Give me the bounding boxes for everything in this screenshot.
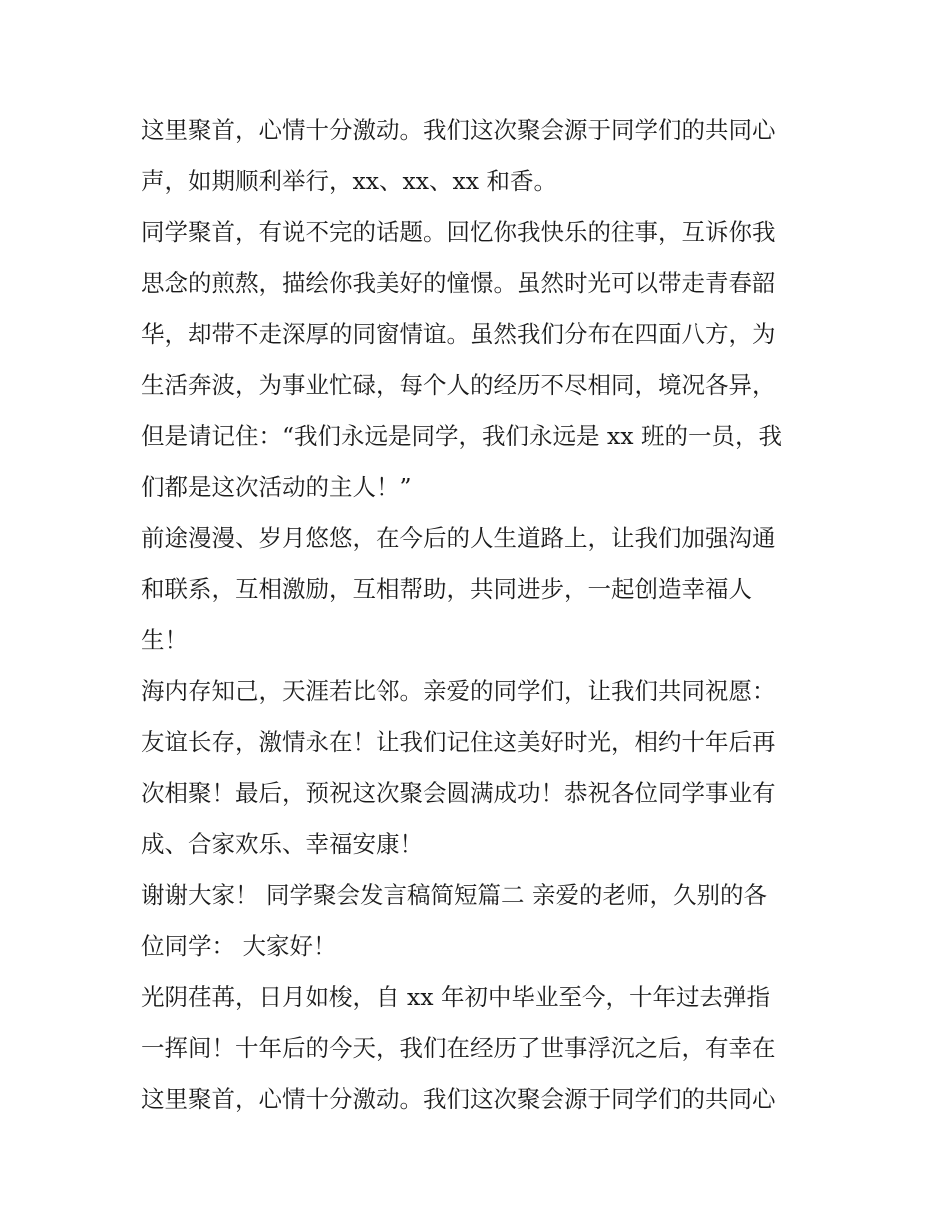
text-line: 这里聚首，心情十分激动。我们这次聚会源于同学们的共同心 (141, 116, 776, 144)
document-body (141, 105, 821, 1125)
text-line: 前途漫漫、岁月悠悠，在今后的人生道路上，让我们加强沟通 (141, 524, 776, 552)
text-line: 位同学： 大家好！ (141, 932, 337, 960)
text-line: 次相聚！最后，预祝这次聚会圆满成功！恭祝各位同学事业有 (141, 779, 776, 807)
text-line: 但是请记住：“我们永远是同学，我们永远是 xx 班的一员，我 (141, 422, 782, 450)
text-line: 华，却带不走深厚的同窗情谊。虽然我们分布在四面八方，为 (141, 320, 776, 348)
text-line: 们都是这次活动的主人！” (141, 473, 412, 501)
text-line: 光阴荏苒，日月如梭，自 xx 年初中毕业至今，十年过去弹指 (141, 983, 770, 1011)
text-line: 海内存知己，天涯若比邻。亲爱的同学们，让我们共同祝愿： (141, 677, 776, 705)
text-line: 谢谢大家！ 同学聚会发言稿简短篇二 亲爱的老师，久别的各 (141, 881, 767, 909)
text-line: 生！ (141, 626, 188, 654)
text-line: 一挥间！十年后的今天，我们在经历了世事浮沉之后，有幸在 (141, 1034, 776, 1062)
text-line: 和联系，互相激励，互相帮助，共同进步，一起创造幸福人 (141, 575, 752, 603)
text-line: 友谊长存，激情永在！让我们记住这美好时光，相约十年后再 (141, 728, 776, 756)
text-line: 这里聚首，心情十分激动。我们这次聚会源于同学们的共同心 (141, 1085, 776, 1113)
text-line: 同学聚首，有说不完的话题。回忆你我快乐的往事，互诉你我 (141, 218, 776, 246)
text-line: 成、合家欢乐、幸福安康！ (141, 830, 423, 858)
text-line: 思念的煎熬，描绘你我美好的憧憬。虽然时光可以带走青春韶 (141, 269, 776, 297)
text-line: 生活奔波，为事业忙碌，每个人的经历不尽相同，境况各异， (141, 371, 776, 399)
text-line: 声，如期顺利举行，xx、xx、xx 和香。 (141, 167, 557, 195)
